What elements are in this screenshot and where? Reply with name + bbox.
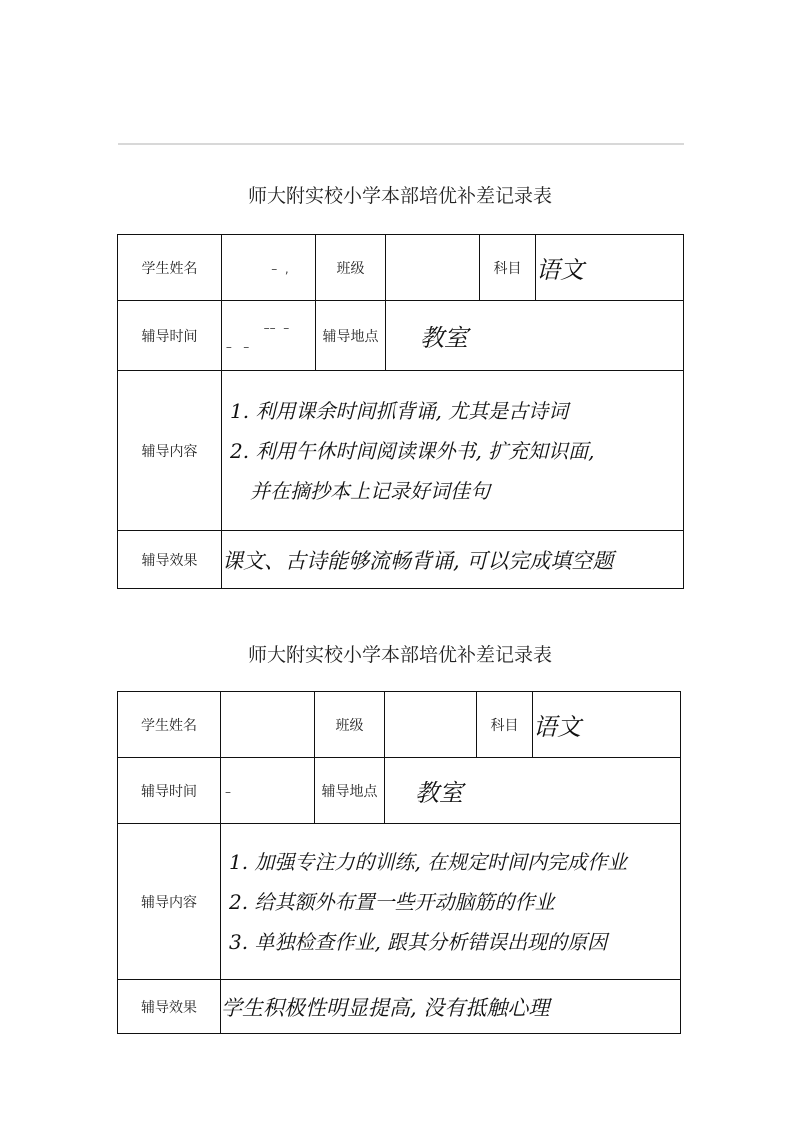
content-line: 并在摘抄本上记录好词佳句 [250,478,490,503]
redacted-marks: – [225,785,231,799]
tutoring-place-label: 辅导地点 [315,758,385,824]
record-table [117,691,681,1034]
student-name-value [222,235,316,301]
tutoring-content-label: 辅导内容 [118,824,221,980]
class-label: 班级 [315,692,385,758]
tutoring-time-label: 辅导时间 [118,758,221,824]
content-line: 1. 利用课余时间抓背诵, 尤其是古诗词 [230,398,569,423]
tutoring-place-value: 教室 [386,301,684,371]
tutoring-place-value: 教室 [385,758,681,824]
class-label: 班级 [316,235,386,301]
class-value [385,692,477,758]
subject-value: 语文 [536,235,684,301]
student-name-value [221,692,315,758]
tutoring-place-label: 辅导地点 [316,301,386,371]
content-line: 2. 给其额外布置一些开动脑筋的作业 [229,889,555,914]
form-title: 师大附实校小学本部培优补差记录表 [247,185,552,207]
student-name-label: 学生姓名 [118,692,221,758]
redacted-marks: – , [256,262,289,276]
class-value [386,235,480,301]
tutoring-content-value [222,371,684,531]
tutoring-content-label: 辅导内容 [118,371,222,531]
tutoring-content-value [221,824,681,980]
form-title: 师大附实校小学本部培优补差记录表 [247,644,552,666]
tutoring-effect-label: 辅导效果 [118,980,221,1034]
subject-label: 科目 [480,235,536,301]
tutoring-effect-label: 辅导效果 [118,531,222,589]
content-line: 3. 单独检查作业, 跟其分析错误出现的原因 [229,929,608,954]
tutoring-time-value [221,758,315,824]
student-name-label: 学生姓名 [118,235,222,301]
subject-label: 科目 [477,692,533,758]
tutoring-time-label: 辅导时间 [118,301,222,371]
tutoring-effect-value: 学生积极性明显提高, 没有抵触心理 [221,980,681,1034]
redacted-marks: –– – – – [225,320,290,354]
record-table [117,234,684,589]
content-line: 2. 利用午休时间阅读课外书, 扩充知识面, [230,438,595,463]
tutoring-effect-value: 课文、古诗能够流畅背诵, 可以完成填空题 [222,531,684,589]
tutoring-time-value [222,301,316,371]
content-line: 1. 加强专注力的训练, 在规定时间内完成作业 [229,849,628,874]
scan-edge [118,143,684,145]
subject-value: 语文 [533,692,681,758]
